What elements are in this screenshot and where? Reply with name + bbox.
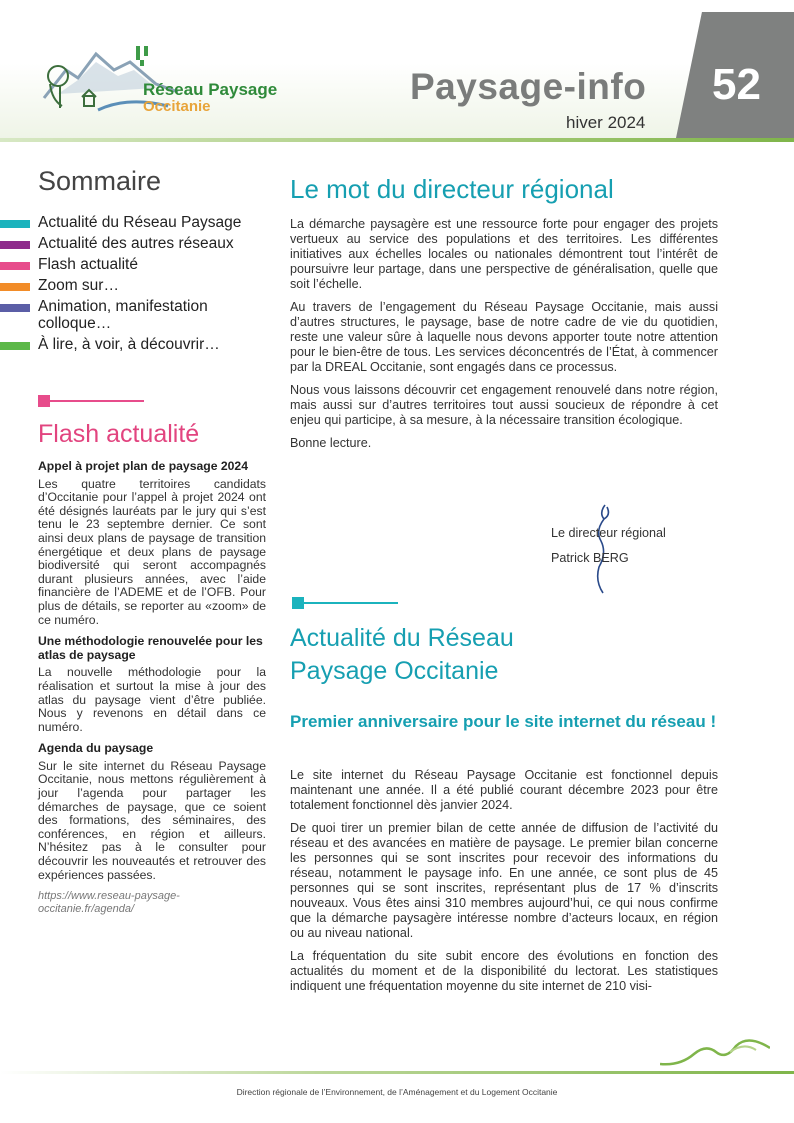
actu-paragraph: De quoi tirer un premier bilan de cette année de diffusion de l’activité du réseau et des avancées en matière de paysage. Le premier bilan concerne les personnes qui se sont inscrites pour recevoir des informations du réseau, notamment le paysage info. En une année, ce sont plus de 45 personnes qui se sont inscrites, représentant plus de 17 % d’inscrits nouveaux. Vous êtes ainsi 310 membres aujourd’hui, ce qui nous confirme que la démarche paysagère intéresse nombre d’acteurs locaux, en région ou au niveau national. [290,821,718,940]
toc-label: Zoom sur… [38,277,119,294]
flash-section-marker-square [38,395,50,407]
logo-line1: Réseau Paysage [143,80,278,99]
flash-section-marker-line [50,400,144,402]
toc-color-bar [0,342,30,350]
actu-text [290,768,718,1002]
footer-text: Direction régionale de l’Environnement, de l’Aménagement et du Logement Occitanie [236,1087,558,1097]
toc-label: Actualité du Réseau Paysage [38,214,242,231]
flash-article-text: La nouvelle méthodologie pour la réalisation et surtout la mise à jour des atlas du paysage vient d’être publiée. Nous y revenons en détail dans ce numéro. [38,665,266,734]
toc-color-bar [0,220,30,228]
toc-color-bar [0,262,30,270]
toc-label: Flash actualité [38,256,138,273]
signature-name: Patrick BERG [551,551,629,565]
actu-paragraph: Le site internet du Réseau Paysage Occitanie est fonctionnel depuis maintenant une année. Il a été publié courant décembre 2023 pour être totalement fonctionnel dès janvier 2024. [290,768,718,812]
actu-paragraph: La fréquentation du site subit encore des évolutions en fonction des actualités du moment et de la disponibilité du lectorat. Les statistiques indiquent une fréquentation moyenne du site internet de 210 visi- [290,949,718,993]
actu-subtitle: Premier anniversaire pour le site internet du réseau ! [290,712,717,731]
actu-section-marker-line [304,602,398,604]
footer-rule [0,1071,794,1074]
toc-label: Actualité des autres réseaux [38,235,234,252]
actu-section-marker-square [292,597,304,609]
toc-color-bar [0,304,30,312]
toc-item[interactable] [0,235,270,252]
flash-article-title: Agenda du paysage [38,741,154,756]
flash-article-text: Sur le site internet du Réseau Paysage Occitanie, nous mettons régulièrement à jour l’agenda pour partager les démarches de paysage, que ce soient des formations, des séminaires, des conférences, en région et ailleurs. N’hésitez pas à le consulter pour découvrir les nouveautés et retrouver des expériences passées. [38,758,266,882]
agenda-link[interactable]: https://www.reseau-paysage-occitanie.fr/agenda/ [38,890,180,916]
header-rule [0,138,794,142]
toc-item[interactable] [0,277,270,294]
directeur-closing: Bonne lecture. [290,436,372,450]
toc-item[interactable] [0,298,270,332]
toc-label: Animation, manifestation colloque… [38,298,208,332]
actu-title [290,622,710,688]
directeur-paragraph: La démarche paysagère est une ressource forte pour engager des projets vertueux au service des populations et des territoires. Les différentes initiatives aux échelles locales ou nationales démontrent tout l’intérêt de poursuivre leur partage, dans une perspective de généralisation, quelle que soit l’échelle. [290,217,718,291]
flash-article-title: Une méthodologie renouvelée pour les atlas de paysage [38,634,263,662]
toc-item[interactable] [0,214,270,231]
table-of-contents [0,214,270,357]
flash-article-text: Les quatre territoires candidats d’Occitanie pour l’appel à projet 2024 ont été désignés lauréats par le jury qui s’est tenu le 23 septembre dernier. Ce sont ainsi deux plans de paysage de transition énergétique et deux plans de paysage biodiversité qui seront accompagnés durant plusieurs années, avec l’aide financière de l’ADEME et de l’OFB. Pour plus de détails, se reporter au «zoom» de ce numéro. [38,476,266,627]
directeur-paragraph: Au travers de l’engagement du Réseau Paysage Occitanie, mais aussi d’autres structures, le paysage, base de notre cadre de vie du quotidien, reste une valeur sûre à laquelle nous devons apporter toute notre attention pour le bien-être de tous. Les services déconcentrés de l’État, à commencer par la DREAL Occitanie, sont engagés dans ce processus. [290,300,718,374]
toc-color-bar [0,283,30,291]
logo-line2: Occitanie [143,98,211,115]
toc-item[interactable] [0,256,270,273]
toc-label: À lire, à voir, à découvrir… [38,336,220,353]
footer-hills-decoration [660,1030,770,1072]
sommaire-title: Sommaire [38,166,162,196]
toc-color-bar [0,241,30,249]
newsletter-title: Paysage-info [410,66,647,107]
handwritten-signature [585,497,625,597]
toc-item[interactable] [0,336,270,353]
flash-article-title: Appel à projet plan de paysage 2024 [38,459,248,473]
flash-column [38,460,266,924]
issue-number: 52 [712,60,761,109]
signature-role: Le directeur régional [551,526,666,540]
flash-title: Flash actualité [38,420,200,448]
actu-title-line2: Paysage Occitanie [290,657,499,685]
directeur-text [290,217,718,459]
directeur-paragraph: Nous vous laissons découvrir cet engagement renouvelé dans notre région, mais aussi sur d’autres territoires tout aussi soucieux de répondre à cet enjeu qui participe, à sa mesure, à la nécessaire transition écologique. [290,383,718,427]
actu-title-line1: Actualité du Réseau [290,624,514,652]
newsletter-season: hiver 2024 [566,113,646,132]
directeur-title: Le mot du directeur régional [290,174,614,204]
